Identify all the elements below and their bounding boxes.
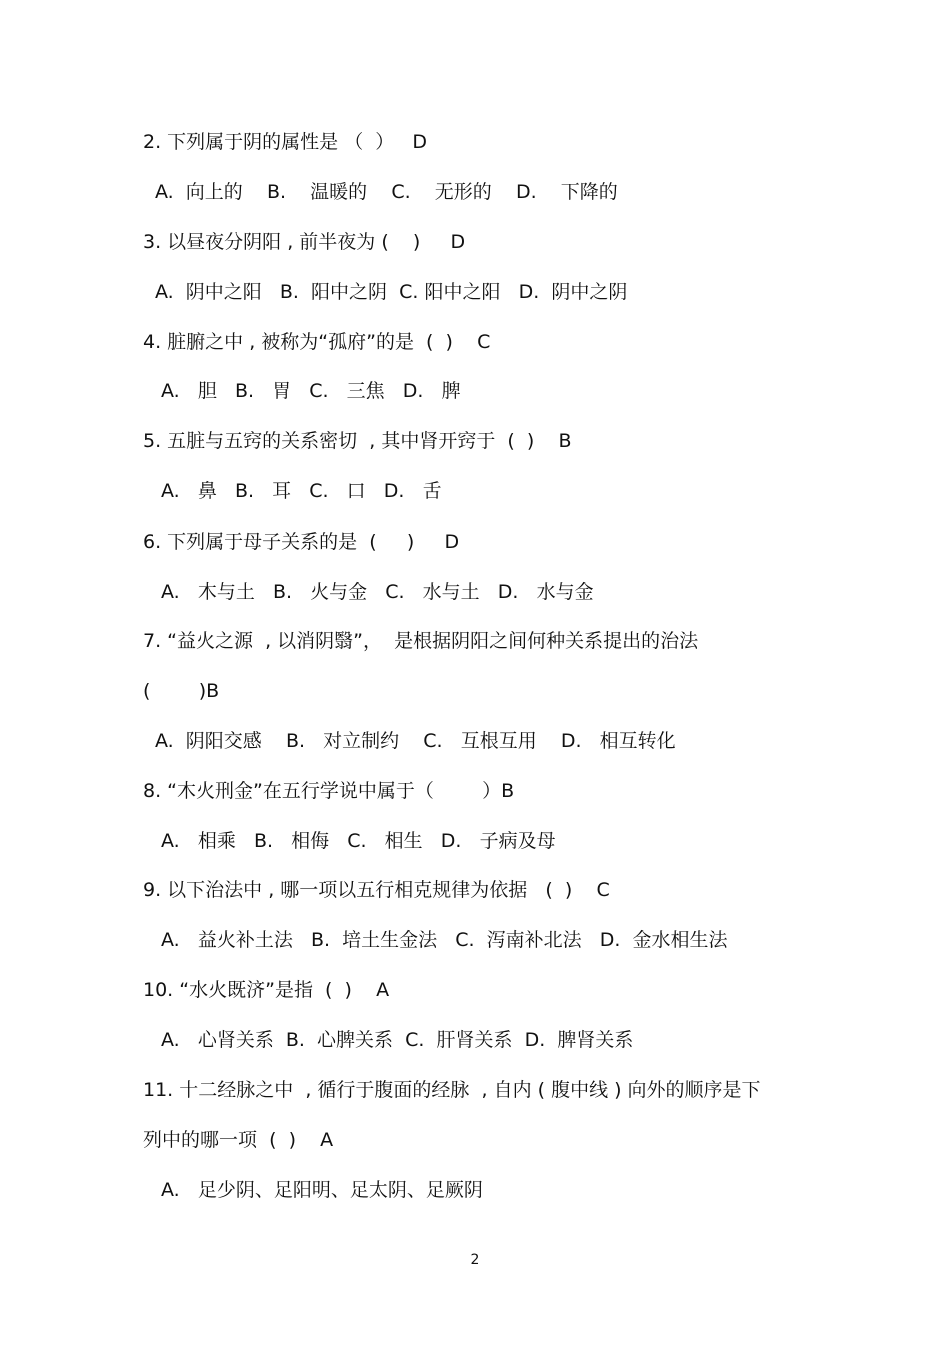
question-3: 3. 以昼夜分阴阳 , 前半夜为 ( ) D [143,231,466,253]
question-5: 5. 五脏与五窍的关系密切 , 其中肾开窍于 ( ) B [143,430,572,452]
question-10: 10. “水火既济”是指 ( ) A [143,979,390,1001]
question-4: 4. 脏腑之中 , 被称为“孤府”的是 ( ) C [143,331,491,353]
question-5-options: A. 鼻 B. 耳 C. 口 D. 舌 [161,480,442,502]
question-2-options: A. 向上的 B. 温暖的 C. 无形的 D. 下降的 [155,181,618,203]
question-3-options: A. 阴中之阳 B. 阳中之阴 C. 阳中之阳 D. 阴中之阴 [155,281,628,303]
question-11-cont: 列中的哪一项 ( ) A [143,1129,334,1151]
question-8-options: A. 相乘 B. 相侮 C. 相生 D. 子病及母 [161,830,556,852]
question-6: 6. 下列属于母子关系的是 ( ) D [143,531,460,553]
question-6-options: A. 木与土 B. 火与金 C. 水与土 D. 水与金 [161,581,594,603]
question-9: 9. 以下治法中 , 哪一项以五行相克规律为依据 ( ) C [143,879,610,901]
question-2: 2. 下列属于阴的属性是 （ ） D [143,131,428,153]
page-number: 2 [470,1252,480,1268]
question-7-options: A. 阴阳交感 B. 对立制约 C. 互根互用 D. 相互转化 [155,730,676,752]
question-11-options: A. 足少阴、足阳明、足太阴、足厥阴 [161,1179,483,1201]
question-10-options: A. 心肾关系 B. 心脾关系 C. 肝肾关系 D. 脾肾关系 [161,1029,634,1051]
question-8: 8. “木火刑金”在五行学说中属于（ ）B [143,780,515,802]
question-9-options: A. 益火补土法 B. 培土生金法 C. 泻南补北法 D. 金水相生法 [161,929,728,951]
question-7-cont: ( )B [143,680,220,702]
question-4-options: A. 胆 B. 胃 C. 三焦 D. 脾 [161,380,461,402]
question-11: 11. 十二经脉之中 , 循行于腹面的经脉 , 自内 ( 腹中线 ) 向外的顺序是下 [143,1079,761,1101]
question-7: 7. “益火之源 , 以消阴翳”， 是根据阴阳之间何种关系提出的治法 [143,630,699,652]
